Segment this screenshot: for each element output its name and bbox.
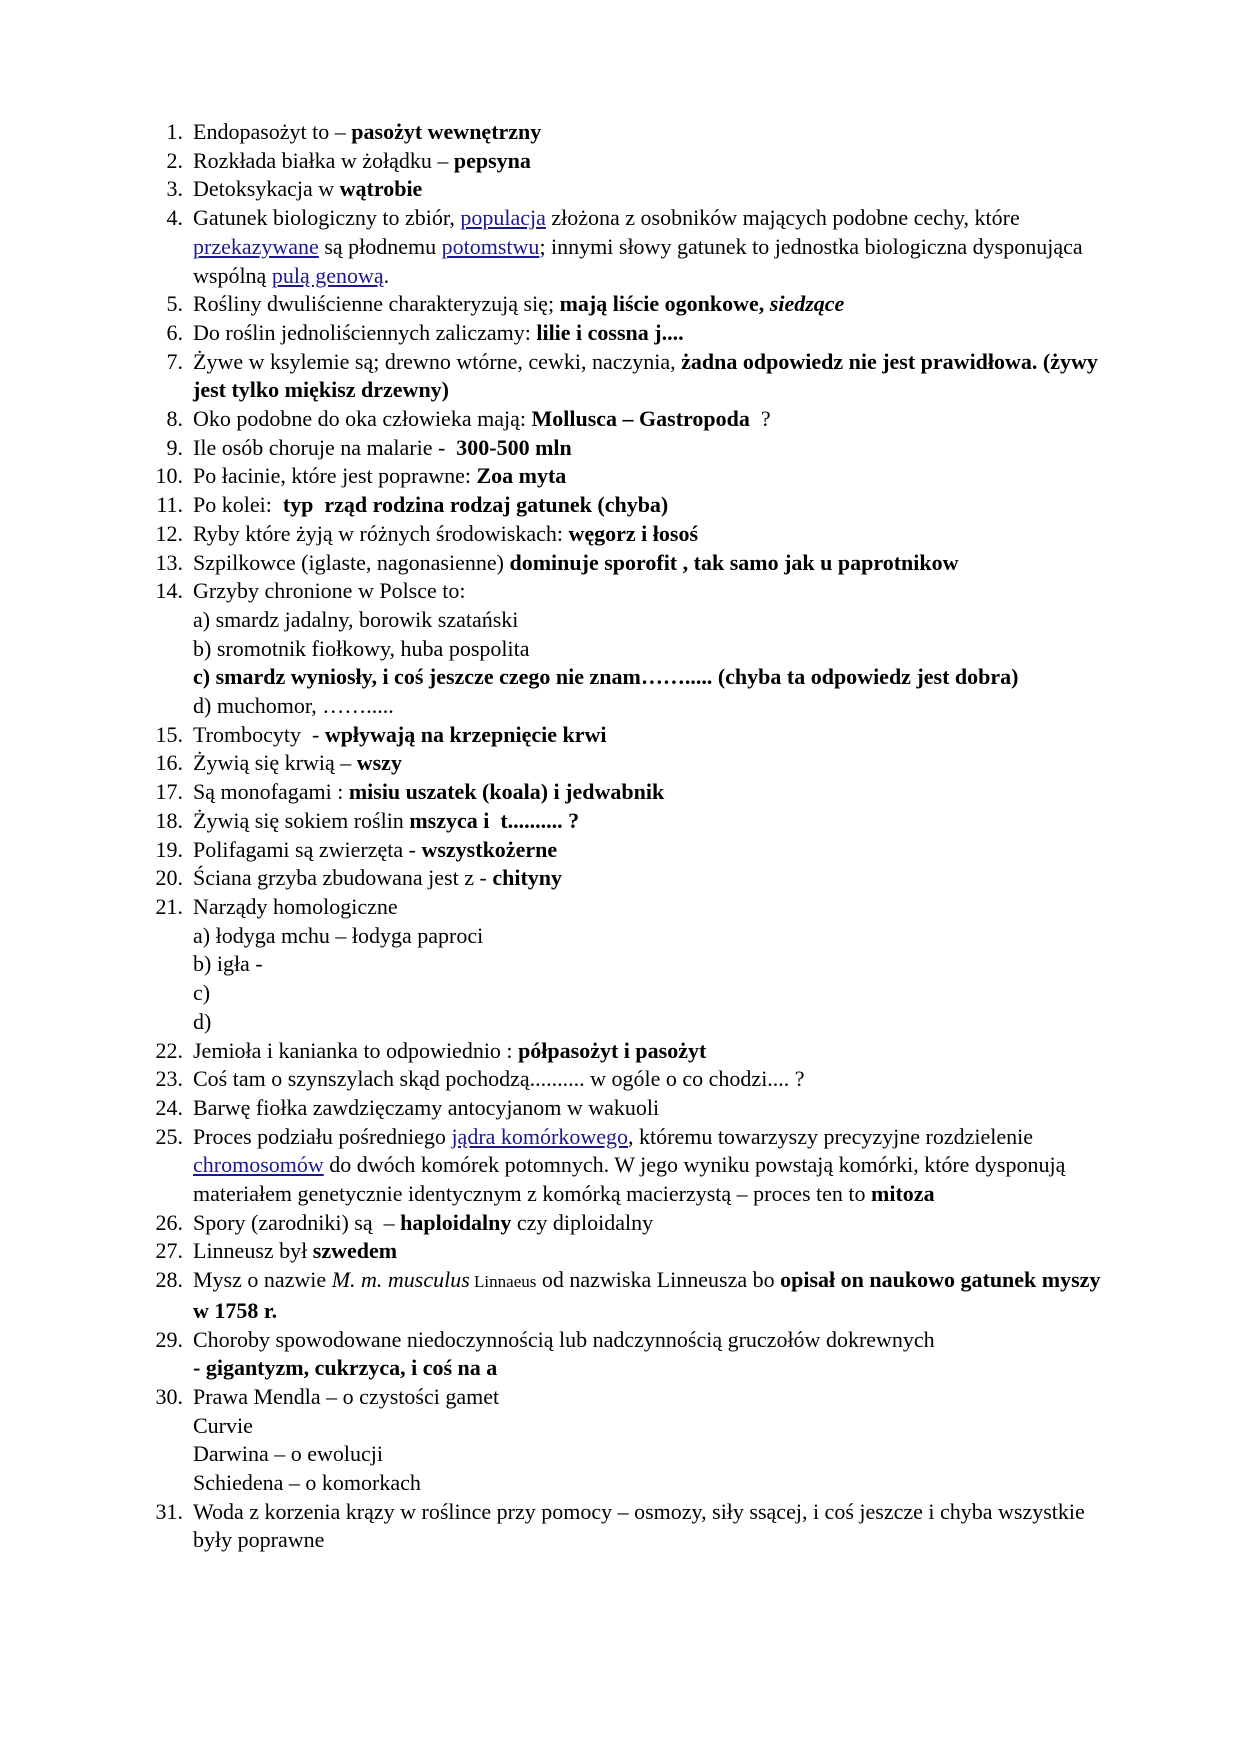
item-number: 2. [166, 147, 183, 173]
sub-item: d) muchomor, ……..... [193, 693, 394, 719]
link-potomstwu[interactable]: potomstwu [441, 233, 540, 259]
item-number: 19. [155, 836, 183, 862]
list-item: 24. Barwę fiołka zawdzięczamy antocyjanom w wakuoli [150, 1094, 1110, 1123]
sub-item: a) smardz jadalny, borowik szatański [193, 606, 519, 632]
list-item: 22. Jemioła i kanianka to odpowiednio : półpasożyt i pasożyt [150, 1037, 1110, 1066]
item-number: 7. [166, 348, 183, 374]
item-number: 1. [166, 119, 183, 144]
item-number: 13. [155, 549, 183, 575]
item-number: 31. [155, 1498, 183, 1524]
item-number: 8. [166, 406, 183, 432]
link-pula-genowa[interactable]: pulą genową [271, 262, 384, 288]
sub-item: Curvie [193, 1412, 253, 1438]
item-number: 6. [166, 319, 183, 345]
list-item: 11. Po kolei: typ rząd rodzina rodzaj gatunek (chyba) [150, 491, 1110, 520]
item-number: 26. [155, 1209, 183, 1235]
sub-item: c) [193, 980, 211, 1006]
list-item: 10. Po łacinie, które jest poprawne: Zoa myta [150, 462, 1110, 491]
item-number: 20. [155, 865, 183, 891]
item-number: 5. [166, 291, 183, 317]
list-item: 27. Linneusz był szwedem [150, 1237, 1110, 1266]
item-number: 22. [155, 1037, 183, 1063]
list-item: 18. Żywią się sokiem roślin mszyca i t.......... ? [150, 807, 1110, 836]
item-number: 27. [155, 1238, 183, 1264]
list-item: 30. Prawa Mendla – o czystości gamet Curvie Darwina – o ewolucji Schiedena – o komorkach [150, 1383, 1110, 1498]
list-item: 8. Oko podobne do oka człowieka mają: Mollusca – Gastropoda ? [150, 405, 1110, 434]
list-item: 6. Do roślin jednoliściennych zaliczamy: lilie i cossna j.... [150, 319, 1110, 348]
item-number: 23. [155, 1066, 183, 1092]
list-item: 9. Ile osób choruje na malarie - 300-500 mln [150, 434, 1110, 463]
list-item: 4. Gatunek biologiczny to zbiór, populacja złożona z osobników mających podobne cechy, które przekazywane są płodnemu potomstwu; innymi słowy gatunek to jednostka biologiczna dysponująca wspólną pulą genową. [150, 204, 1110, 290]
item-number: 14. [155, 578, 183, 604]
list-item: 31. Woda z korzenia krązy w roślince przy pomocy – osmozy, siły ssącej, i coś jeszcze i chyba wszystkie były poprawne [150, 1498, 1110, 1555]
list-item: 28. Mysz o nazwie M. m. musculus Linnaeus od nazwiska Linneusza bo opisał on naukowo gatunek myszy w 1758 r. [150, 1266, 1110, 1325]
item-number: 3. [166, 176, 183, 202]
list-item: 21. Narządy homologiczne a) łodyga mchu – łodyga paproci b) igła - c) d) [150, 893, 1110, 1037]
item-number: 24. [155, 1094, 183, 1120]
item-number: 10. [155, 463, 183, 489]
sub-item: Schiedena – o komorkach [193, 1470, 421, 1496]
sub-item: b) igła - [193, 951, 263, 977]
list-item: 25. Proces podziału pośredniego jądra komórkowego, któremu towarzyszy precyzyjne rozdzielenie chromosomów do dwóch komórek potomnych. W jego wyniku powstają komórki, które dysponują materiałem genetycznie identycznym z komórką macierzystą – proces ten to mitoza [150, 1123, 1110, 1209]
item-number: 11. [156, 492, 183, 518]
list-item: 14. Grzyby chronione w Polsce to: a) smardz jadalny, borowik szatański b) sromotnik fiołkowy, huba pospolita c) smardz wyniosły, i coś jeszcze czego nie znam……..... (chyba ta odpowiedz jest dobra) d) muchomor, ……..... [150, 577, 1110, 721]
list-item: 16. Żywią się krwią – wszy [150, 749, 1110, 778]
item-number: 9. [166, 434, 183, 460]
sub-item: d) [193, 1008, 212, 1034]
item-number: 17. [155, 779, 183, 805]
list-item: 3. Detoksykacja w wątrobie [150, 175, 1110, 204]
list-item: 13. Szpilkowce (iglaste, nagonasienne) dominuje sporofit , tak samo jak u paprotnikow [150, 549, 1110, 578]
item-number: 18. [155, 807, 183, 833]
link-jadra-komorkowego[interactable]: jądra komórkowego [451, 1123, 628, 1149]
item-number: 12. [155, 520, 183, 546]
list-item: 19. Polifagami są zwierzęta - wszystkożerne [150, 836, 1110, 865]
sub-item: Darwina – o ewolucji [193, 1441, 383, 1467]
list-item: 15. Trombocyty - wpływają na krzepnięcie krwi [150, 721, 1110, 750]
item-number: 30. [155, 1383, 183, 1409]
item-number: 15. [155, 721, 183, 747]
sub-item: c) smardz wyniosły, i coś jeszcze czego nie znam……..... (chyba ta odpowiedz jest dobra) [193, 664, 1019, 690]
item-number: 28. [155, 1267, 183, 1293]
sub-item: a) łodyga mchu – łodyga paproci [193, 922, 484, 948]
list-item: 20. Ściana grzyba zbudowana jest z - chityny [150, 864, 1110, 893]
list-item: 2. Rozkłada białka w żołądku – pepsyna [150, 147, 1110, 176]
list-item: 23. Coś tam o szynszylach skąd pochodzą.......... w ogóle o co chodzi.... ? [150, 1065, 1110, 1094]
list-item: 1. Endopasożyt to – pasożyt wewnętrzny [150, 118, 1110, 147]
item-number: 25. [155, 1123, 183, 1149]
item-number: 29. [155, 1326, 183, 1352]
question-list [150, 118, 1110, 1555]
item-number: 21. [155, 893, 183, 919]
item-number: 4. [166, 205, 183, 231]
sub-item: b) sromotnik fiołkowy, huba pospolita [193, 635, 530, 661]
item-number: 16. [155, 750, 183, 776]
link-chromosomow[interactable]: chromosomów [193, 1152, 324, 1178]
list-item: 5. Rośliny dwuliścienne charakteryzują się; mają liście ogonkowe, siedzące [150, 290, 1110, 319]
list-item: 7. Żywe w ksylemie są; drewno wtórne, cewki, naczynia, żadna odpowiedz nie jest prawidłowa. (żywy jest tylko miękisz drzewny) [150, 348, 1110, 405]
list-item: 12. Ryby które żyją w różnych środowiskach: węgorz i łosoś [150, 520, 1110, 549]
link-przekazywane[interactable]: przekazywane [193, 233, 319, 259]
list-item: 17. Są monofagami : misiu uszatek (koala) i jedwabnik [150, 778, 1110, 807]
list-item: 26. Spory (zarodniki) są – haploidalny czy diploidalny [150, 1209, 1110, 1238]
link-populacja[interactable]: populacja [460, 205, 546, 231]
list-item: 29. Choroby spowodowane niedoczynnością lub nadczynnością gruczołów dokrewnych - gigantyzm, cukrzyca, i coś na a [150, 1326, 1110, 1383]
